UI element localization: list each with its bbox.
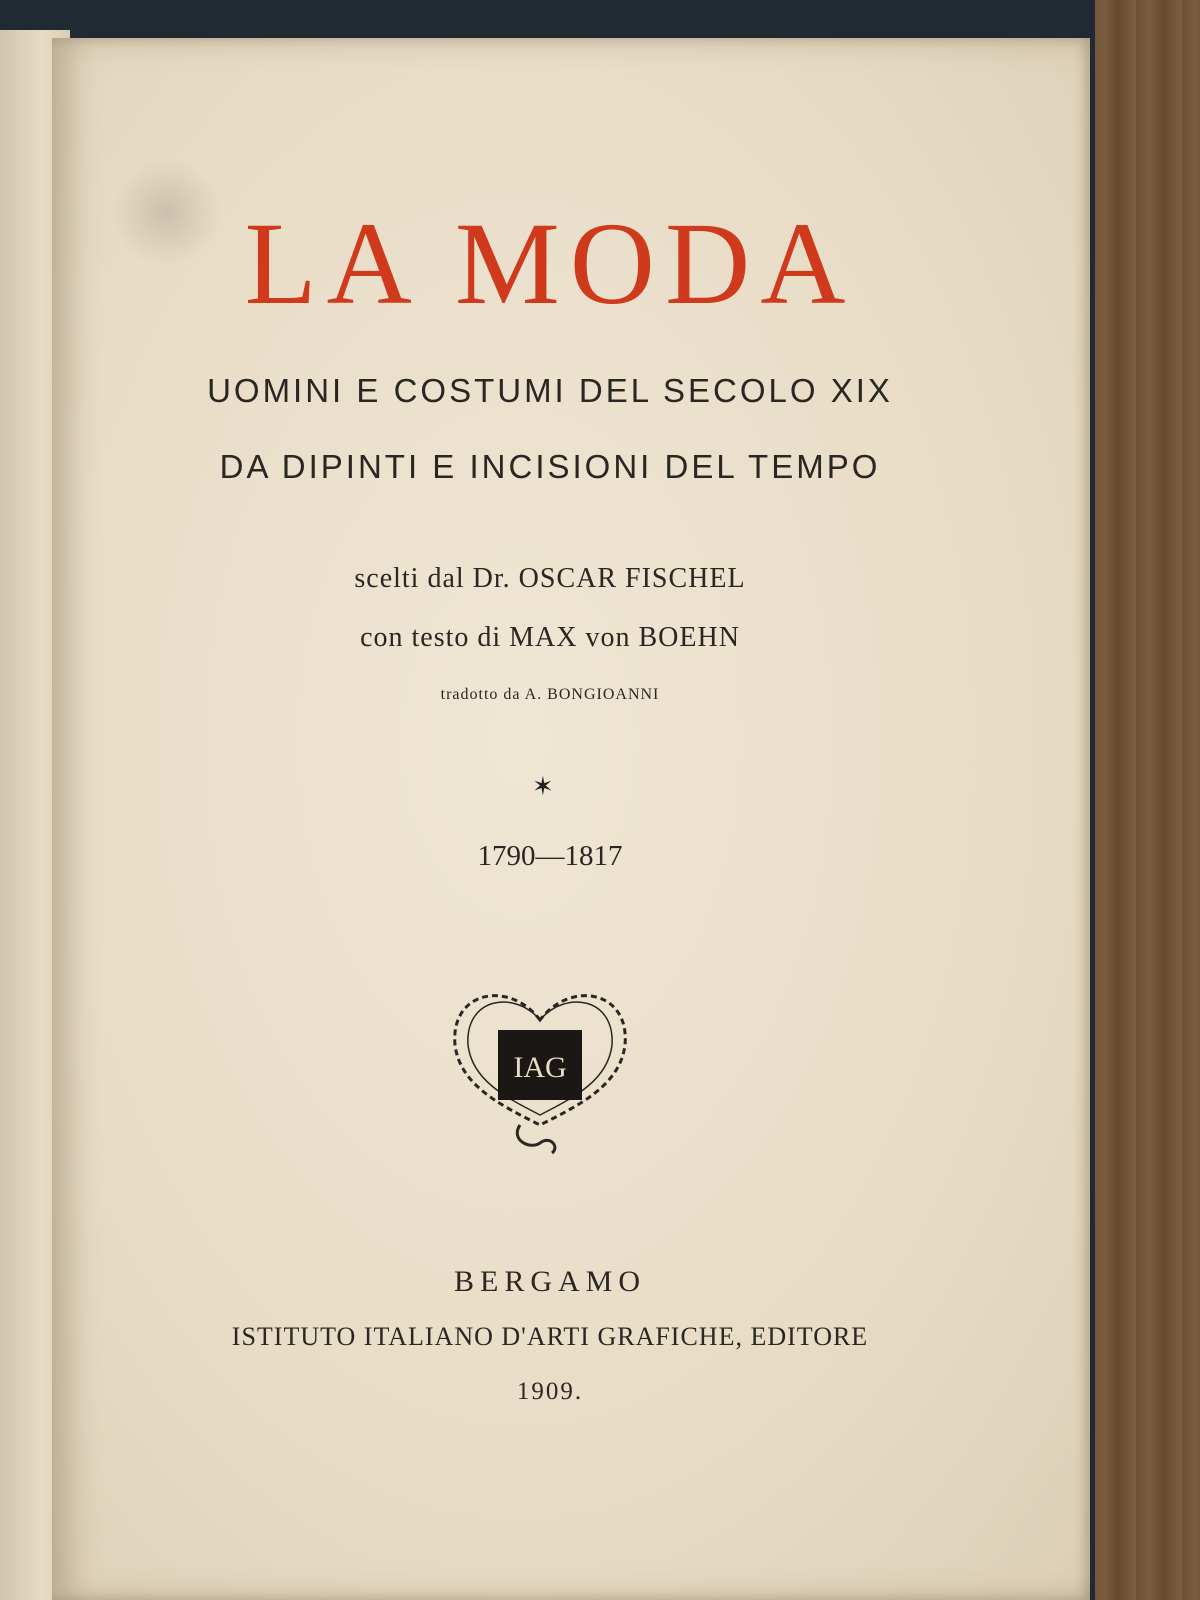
- subtitle-line-2: DA DIPINTI E INCISIONI DEL TEMPO: [219, 448, 881, 485]
- selector-credit: scelti dal Dr. OSCAR FISCHEL: [354, 563, 746, 594]
- subtitle-line-1: UOMINI E COSTUMI DEL SECOLO XIX: [207, 372, 893, 409]
- publisher-name: ISTITUTO ITALIANO D'ARTI GRAFICHE, EDITORE: [231, 1322, 869, 1351]
- star-ornament: ✶: [532, 772, 554, 801]
- emblem-monogram: IAG: [513, 1051, 567, 1084]
- publication-city: BERGAMO: [453, 1265, 646, 1298]
- translator-credit: tradotto da A. BONGIOANNI: [440, 686, 660, 703]
- volume-years: 1790—1817: [477, 840, 623, 872]
- publication-year: 1909.: [516, 1378, 584, 1405]
- author-credit: con testo di MAX von BOEHN: [360, 622, 740, 653]
- wooden-table-background: [1090, 0, 1200, 1600]
- publisher-emblem-icon: [440, 975, 640, 1155]
- book-title: LA MODA: [244, 198, 856, 329]
